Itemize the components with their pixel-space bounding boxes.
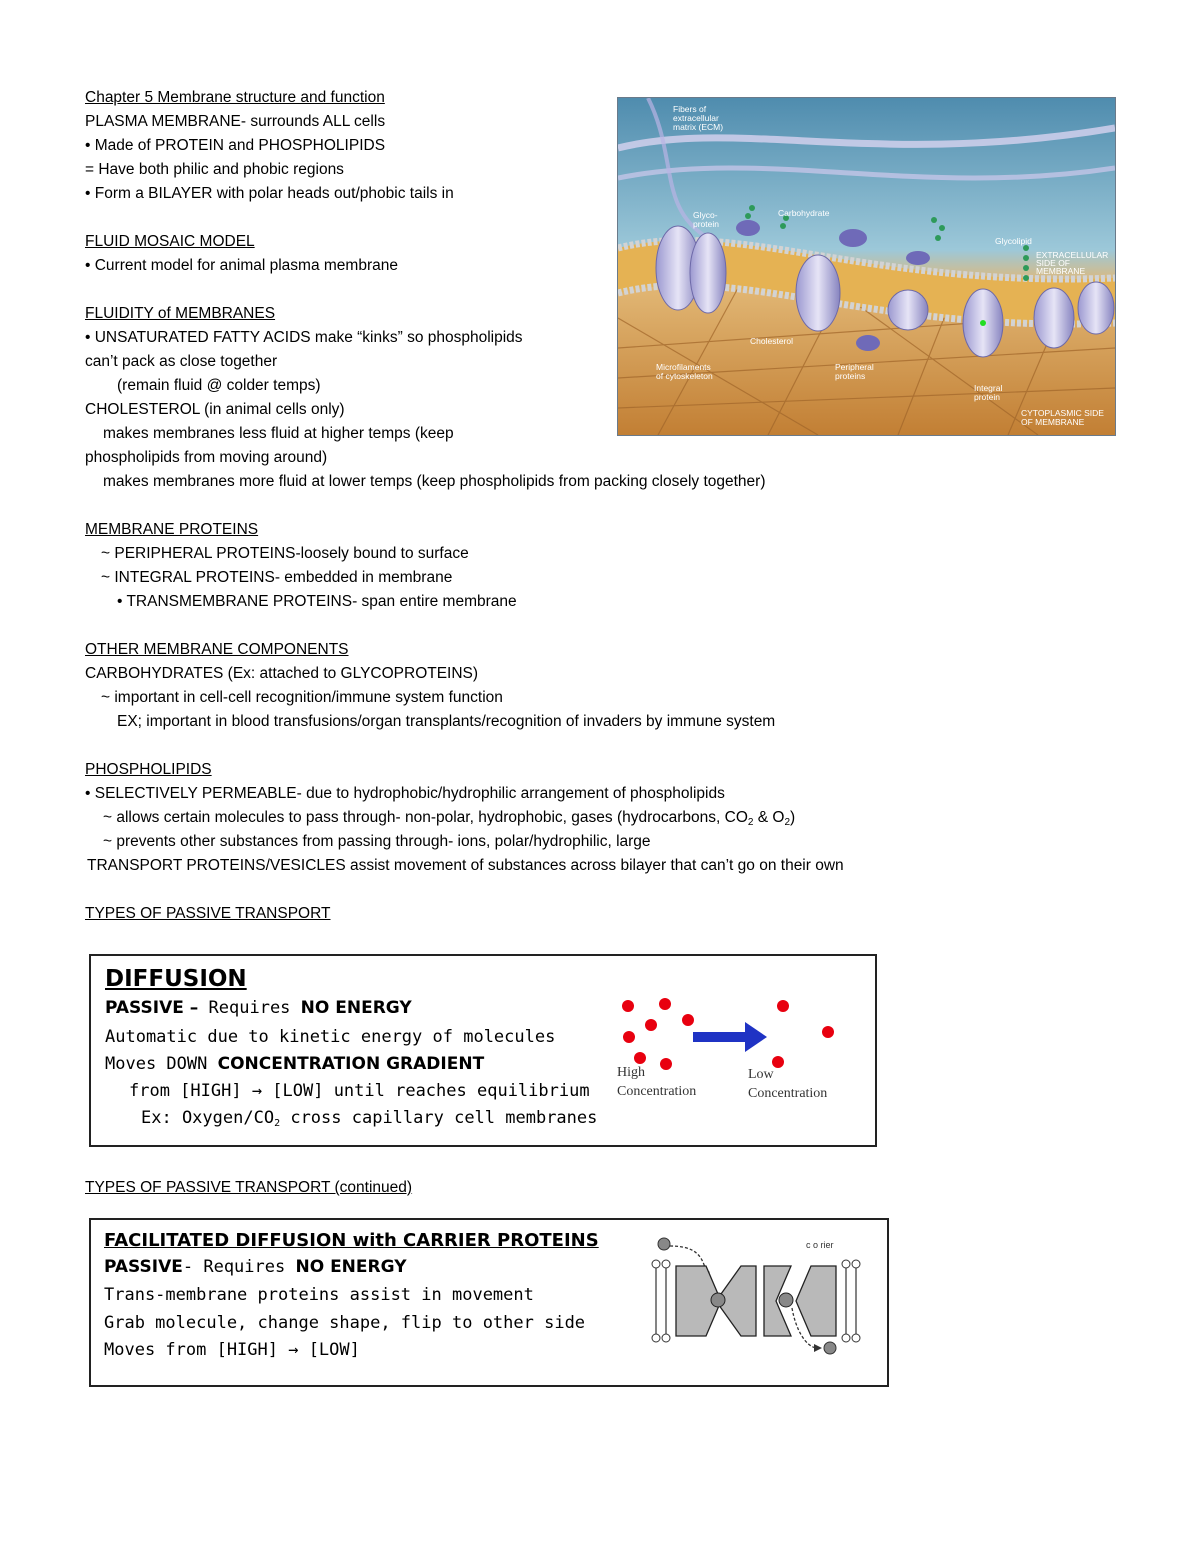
- cholesterol-point-1: makes membranes less fluid at higher temps (keep: [103, 425, 454, 442]
- cholesterol-line: CHOLESTEROL (in animal cells only): [85, 401, 345, 418]
- carrier-protein-diagram: [646, 1226, 876, 1366]
- label-peripheral-2: proteins: [835, 371, 866, 381]
- label-glyco-1: Glyco-: [693, 210, 718, 220]
- fluidity-bullet: • UNSATURATED FATTY ACIDS make “kinks” so phospholipids: [85, 329, 523, 346]
- passive-transport-heading: TYPES OF PASSIVE TRANSPORT: [85, 905, 331, 922]
- label-extra-1: EXTRACELLULAR: [1036, 250, 1109, 260]
- fluid-mosaic-bullet: • Current model for animal plasma membrane: [85, 257, 398, 274]
- diffusion-line-3: Moves DOWN CONCENTRATION GRADIENT: [105, 1054, 485, 1074]
- cholesterol-point-2: makes membranes more fluid at lower temps (keep phospholipids from packing closely together): [103, 473, 766, 490]
- chapter-title: Chapter 5 Membrane structure and function: [85, 89, 385, 106]
- fluid-mosaic-heading: FLUID MOSAIC MODEL: [85, 233, 255, 250]
- facilitated-line-4: Moves from [HIGH] → [LOW]: [104, 1340, 360, 1360]
- carrier-label: c o rier: [806, 1240, 834, 1250]
- low-label-2: Concentration: [748, 1086, 828, 1101]
- diffusion-title: DIFFUSION: [105, 966, 247, 992]
- phospholipids-2: ~ allows certain molecules to pass through- non-polar, hydrophobic, gases (hydrocarbons, $CO_2$ & $O_2$): [103, 809, 796, 828]
- phospholipids-3: ~ prevents other substances from passing through- ions, polar/hydrophilic, large: [103, 833, 651, 850]
- phospholipids-1: • SELECTIVELY PERMEABLE- due to hydrophobic/hydrophilic arrangement of phospholipids: [85, 785, 725, 802]
- high-label-2: Concentration: [617, 1084, 697, 1099]
- diffusion-box: [89, 954, 877, 1147]
- other-components-heading: OTHER MEMBRANE COMPONENTS: [85, 641, 349, 658]
- label-extra-2: SIDE OF: [1036, 258, 1071, 268]
- plasma-membrane-line: PLASMA MEMBRANE- surrounds ALL cells: [85, 113, 386, 130]
- label-extra-3: MEMBRANE: [1036, 266, 1086, 276]
- membrane-proteins-heading: MEMBRANE PROTEINS: [85, 521, 259, 538]
- pm-bullet-3: • Form a BILAYER with polar heads out/phobic tails in: [85, 185, 454, 202]
- membrane-proteins-3: • TRANSMEMBRANE PROTEINS- span entire membrane: [117, 593, 517, 610]
- diffusion-line-4: from [HIGH] → [LOW] until reaches equilibrium: [129, 1081, 590, 1101]
- facilitated-title: FACILITATED DIFFUSION with CARRIER PROTEINS: [104, 1230, 599, 1251]
- facilitated-line-3: Grab molecule, change shape, flip to other side: [104, 1313, 586, 1333]
- diffusion-line-5: Ex: Oxygen/$CO_2$ cross capillary cell membranes: [141, 1108, 598, 1129]
- label-carbohydrate: Carbohydrate: [778, 208, 830, 218]
- low-label-1: Low: [748, 1067, 774, 1082]
- membrane-proteins-1: ~ PERIPHERAL PROTEINS-loosely bound to surface: [101, 545, 469, 562]
- phospholipids-4: TRANSPORT PROTEINS/VESICLES assist movement of substances across bilayer that can’t go on their own: [87, 857, 844, 874]
- facilitated-line-2: Trans-membrane proteins assist in movement: [104, 1285, 534, 1305]
- cholesterol-point-1-cont: phospholipids from moving around): [85, 449, 328, 466]
- other-components-3: EX; important in blood transfusions/organ transplants/recognition of invaders by immune system: [117, 713, 776, 730]
- label-integral-2: protein: [974, 392, 1000, 402]
- facilitated-passive-line: PASSIVE- Requires NO ENERGY: [104, 1257, 407, 1277]
- fluidity-bullet-cont: can’t pack as close together: [85, 353, 278, 370]
- label-cholesterol: Cholesterol: [750, 336, 793, 346]
- label-micro-1: Microfilaments: [656, 362, 711, 372]
- label-cyto-2: OF MEMBRANE: [1021, 417, 1085, 427]
- label-ecm-2: extracellular: [673, 113, 719, 123]
- label-glycolipid: Glycolipid: [995, 236, 1032, 246]
- label-cyto-1: CYTOPLASMIC SIDE: [1021, 408, 1104, 418]
- fluidity-heading: FLUIDITY of MEMBRANES: [85, 305, 276, 322]
- label-peripheral-1: Peripheral: [835, 362, 874, 372]
- pm-bullet-2: = Have both philic and phobic regions: [85, 161, 344, 178]
- facilitated-diffusion-box: [89, 1218, 889, 1387]
- membrane-proteins-2: ~ INTEGRAL PROTEINS- embedded in membrane: [101, 569, 453, 586]
- label-integral-1: Integral: [974, 383, 1003, 393]
- other-components-2: ~ important in cell-cell recognition/immune system function: [101, 689, 503, 706]
- fluidity-paren: (remain fluid @ colder temps): [117, 377, 321, 394]
- pm-bullet-1: • Made of PROTEIN and PHOSPHOLIPIDS: [85, 137, 386, 154]
- diffusion-passive-line: PASSIVE – Requires NO ENERGY: [105, 998, 412, 1018]
- passive-transport-continued-heading: TYPES OF PASSIVE TRANSPORT (continued): [85, 1179, 413, 1196]
- label-ecm-3: matrix (ECM): [673, 122, 724, 132]
- label-micro-2: of cytoskeleton: [656, 371, 713, 381]
- label-ecm-1: Fibers of: [673, 104, 707, 114]
- membrane-figure: [617, 97, 1116, 436]
- diffusion-line-2: Automatic due to kinetic energy of molecules: [105, 1027, 556, 1047]
- diffusion-diagram: [611, 992, 851, 1112]
- high-label-1: High: [617, 1065, 645, 1080]
- label-glyco-2: protein: [693, 219, 719, 229]
- other-components-1: CARBOHYDRATES (Ex: attached to GLYCOPROTEINS): [85, 665, 479, 682]
- phospholipids-heading: PHOSPHOLIPIDS: [85, 761, 212, 778]
